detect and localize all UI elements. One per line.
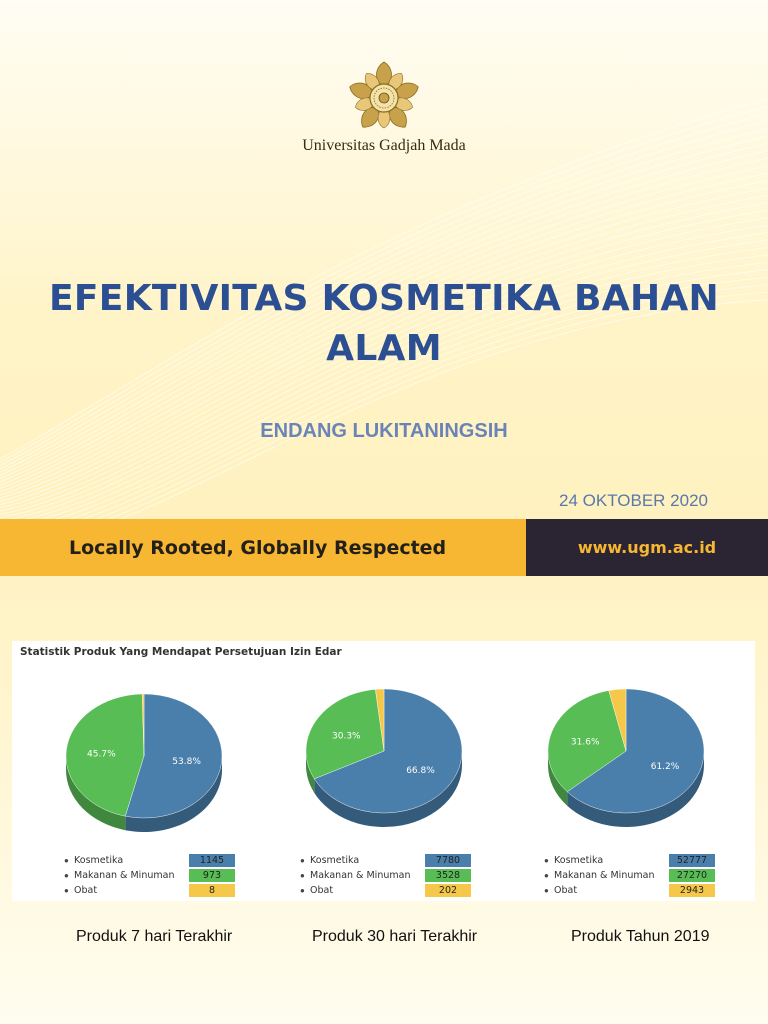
legend-value: 973 xyxy=(189,869,235,882)
legend-row xyxy=(64,853,239,868)
legend-label: Makanan & Minuman xyxy=(554,870,655,881)
legend-row xyxy=(64,883,239,898)
chart-captions xyxy=(0,928,768,948)
presentation-title xyxy=(40,274,728,374)
legend-label: Kosmetika xyxy=(554,855,604,866)
footer-band xyxy=(0,519,768,576)
legend-bullet: ● xyxy=(64,886,69,895)
legend-value: 2943 xyxy=(669,884,715,897)
legend-value: 1145 xyxy=(189,854,235,867)
legend-label: Kosmetika xyxy=(310,855,360,866)
url-band xyxy=(526,519,768,576)
tagline-band xyxy=(0,519,526,576)
legend-value: 27270 xyxy=(669,869,715,882)
legend-2019 xyxy=(544,853,719,898)
presentation-date: 24 OKTOBER 2020 xyxy=(559,491,708,510)
pie-percent-label: 66.8% xyxy=(406,765,435,776)
ugm-seal-logo xyxy=(346,60,422,136)
wave-line xyxy=(0,229,768,521)
legend-bullet: ● xyxy=(544,856,549,865)
legend-value: 202 xyxy=(425,884,471,897)
author-name: ENDANG LUKITANINGSIH xyxy=(260,420,508,442)
website-url: www.ugm.ac.id xyxy=(577,538,717,557)
pie-percent-label: 45.7% xyxy=(87,749,116,760)
legend-label: Makanan & Minuman xyxy=(310,870,411,881)
legend-label: Obat xyxy=(74,885,98,896)
pie-percent-label: 31.6% xyxy=(570,737,600,748)
legend-row xyxy=(300,853,475,868)
legend-value: 8 xyxy=(189,884,235,897)
legend-bullet: ● xyxy=(544,871,549,880)
statistics-panel xyxy=(12,641,755,901)
legend-label: Obat xyxy=(554,885,578,896)
legend-row xyxy=(544,883,719,898)
legend-30-days xyxy=(300,853,475,898)
statistics-title: Statistik Produk Yang Mendapat Persetujuan Izin Edar xyxy=(20,646,342,658)
pie-percent-label: 53.8% xyxy=(172,757,201,768)
legend-bullet: ● xyxy=(300,886,305,895)
legend-row xyxy=(544,853,719,868)
legend-row xyxy=(544,868,719,883)
legend-row xyxy=(64,868,239,883)
university-name: Universitas Gadjah Mada xyxy=(302,137,466,154)
legend-label: Makanan & Minuman xyxy=(74,870,175,881)
legend-value: 52777 xyxy=(669,854,715,867)
legend-bullet: ● xyxy=(64,871,69,880)
tagline: Locally Rooted, Globally Respected xyxy=(69,536,447,559)
legend-bullet: ● xyxy=(64,856,69,865)
legend-bullet: ● xyxy=(300,856,305,865)
legend-value: 3528 xyxy=(425,869,471,882)
legend-7-days xyxy=(64,853,239,898)
caption-30-days: Produk 30 hari Terakhir xyxy=(312,928,478,945)
title-line-2: ALAM xyxy=(326,328,442,369)
legend-row xyxy=(300,868,475,883)
legend-label: Obat xyxy=(310,885,334,896)
legend-label: Kosmetika xyxy=(74,855,124,866)
legend-value: 7780 xyxy=(425,854,471,867)
caption-7-days: Produk 7 hari Terakhir xyxy=(76,928,233,945)
pie-percent-label: 30.3% xyxy=(332,731,361,742)
legend-row xyxy=(300,883,475,898)
legend-bullet: ● xyxy=(300,871,305,880)
title-line-1: EFEKTIVITAS KOSMETIKA BAHAN xyxy=(49,278,719,319)
caption-2019: Produk Tahun 2019 xyxy=(571,928,710,945)
pie-percent-label: 61.2% xyxy=(650,762,680,773)
legend-bullet: ● xyxy=(544,886,549,895)
